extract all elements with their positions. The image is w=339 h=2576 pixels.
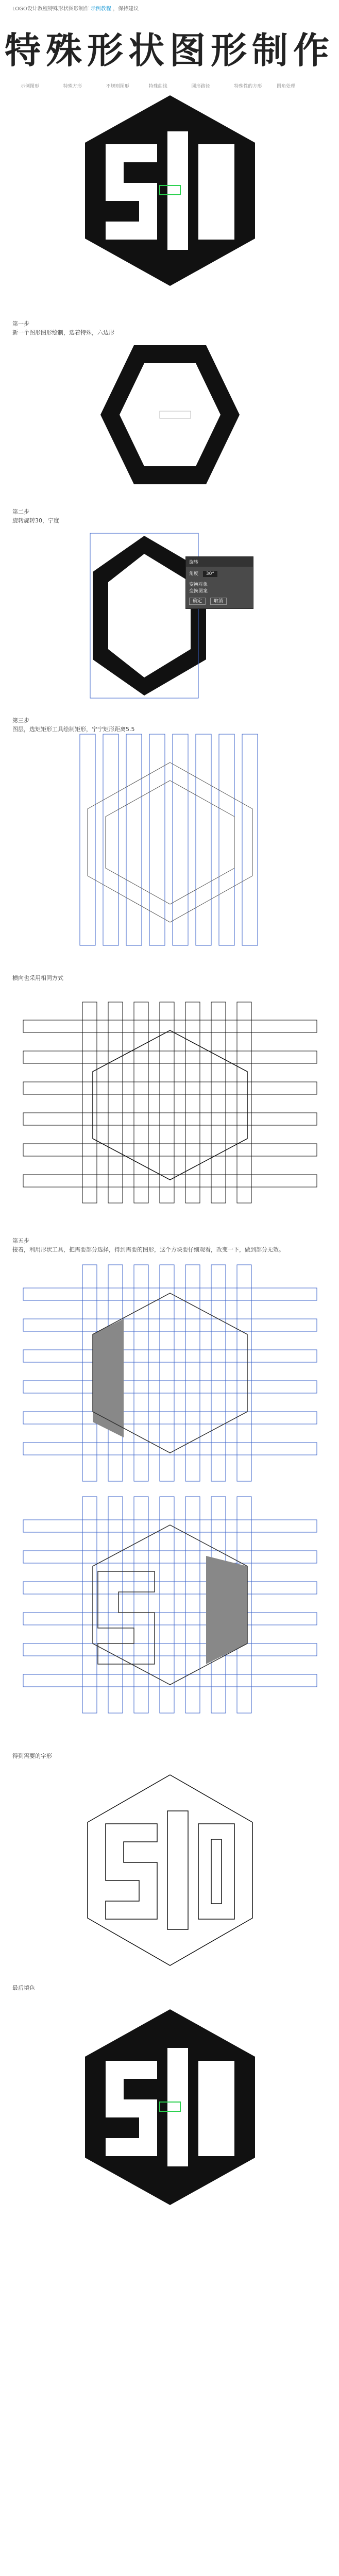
rotate-dialog [185, 556, 253, 609]
tab-bar [21, 82, 319, 89]
step-desc: 接着，利用形状工具，把需要部分选择，得到需要的图形，这个方块要仔细观看，改变一下，做到部分无效。 [12, 1246, 284, 1253]
step-3-text [12, 716, 321, 734]
tab-item: 圆角处理 [277, 84, 296, 89]
step-1-hexagon [98, 340, 242, 489]
step-desc: 图层，选矩矩形工具绘制矩形，宁宁矩形距离5.5 [12, 726, 135, 733]
step-label: 第一步 [12, 320, 29, 327]
outline-logo [85, 1772, 255, 1968]
angle-label: 角度 [189, 571, 199, 577]
step-label: 第二步 [12, 509, 29, 515]
step-5-grid-shading [21, 1262, 319, 1484]
tab-item: 圆形路径 [191, 84, 210, 89]
tab-item: 示例图形 [21, 84, 40, 89]
final-logo [85, 2009, 255, 2205]
dialog-title: 旋转 [186, 557, 253, 567]
intro-text: LOGO设计教程特殊形状图形制作 [12, 6, 89, 12]
step-desc: 得到需要的字形 [12, 1753, 52, 1759]
step-4-horizontal-grid [21, 999, 319, 1206]
intro-line [12, 4, 139, 12]
option-transform-objects[interactable]: 变换对象 [189, 582, 208, 587]
step-desc: 新一个图形图形绘制，选着特殊，六边形 [12, 329, 114, 336]
step-2-text [12, 507, 321, 525]
step-4-text [12, 974, 321, 982]
step-label: 第三步 [12, 717, 29, 724]
option-transform-patterns[interactable]: 变换图案 [189, 589, 208, 594]
step-desc: 最后填色 [12, 1985, 35, 1991]
angle-input[interactable]: 30° [203, 571, 217, 577]
ok-button[interactable]: 确定 [189, 598, 206, 605]
intro-link[interactable]: 示例教程 [90, 6, 111, 12]
hero-logo [85, 95, 255, 286]
step-desc: 横向也采用相同方式 [12, 975, 63, 981]
tab-item: 特殊性的方形 [234, 84, 262, 89]
cancel-button[interactable]: 取消 [210, 598, 227, 605]
page-title: 特殊形状图形制作 [5, 29, 334, 72]
step-7-text [12, 1984, 321, 1992]
step-5-text [12, 1236, 321, 1254]
step-3-vertical-grid [77, 732, 263, 948]
step-desc: 旋转旋转30，宁度 [12, 517, 59, 524]
tab-item: 特殊曲线 [148, 84, 167, 89]
intro-suffix: ，保持建议 [113, 6, 139, 12]
tab-item: 不规则图形 [106, 84, 129, 89]
tab-item: 特殊方形 [63, 84, 82, 89]
step-1-text [12, 319, 321, 337]
step-label: 第五步 [12, 1238, 29, 1244]
step-5b-grid-letters [21, 1494, 319, 1716]
step-6-text [12, 1752, 321, 1760]
